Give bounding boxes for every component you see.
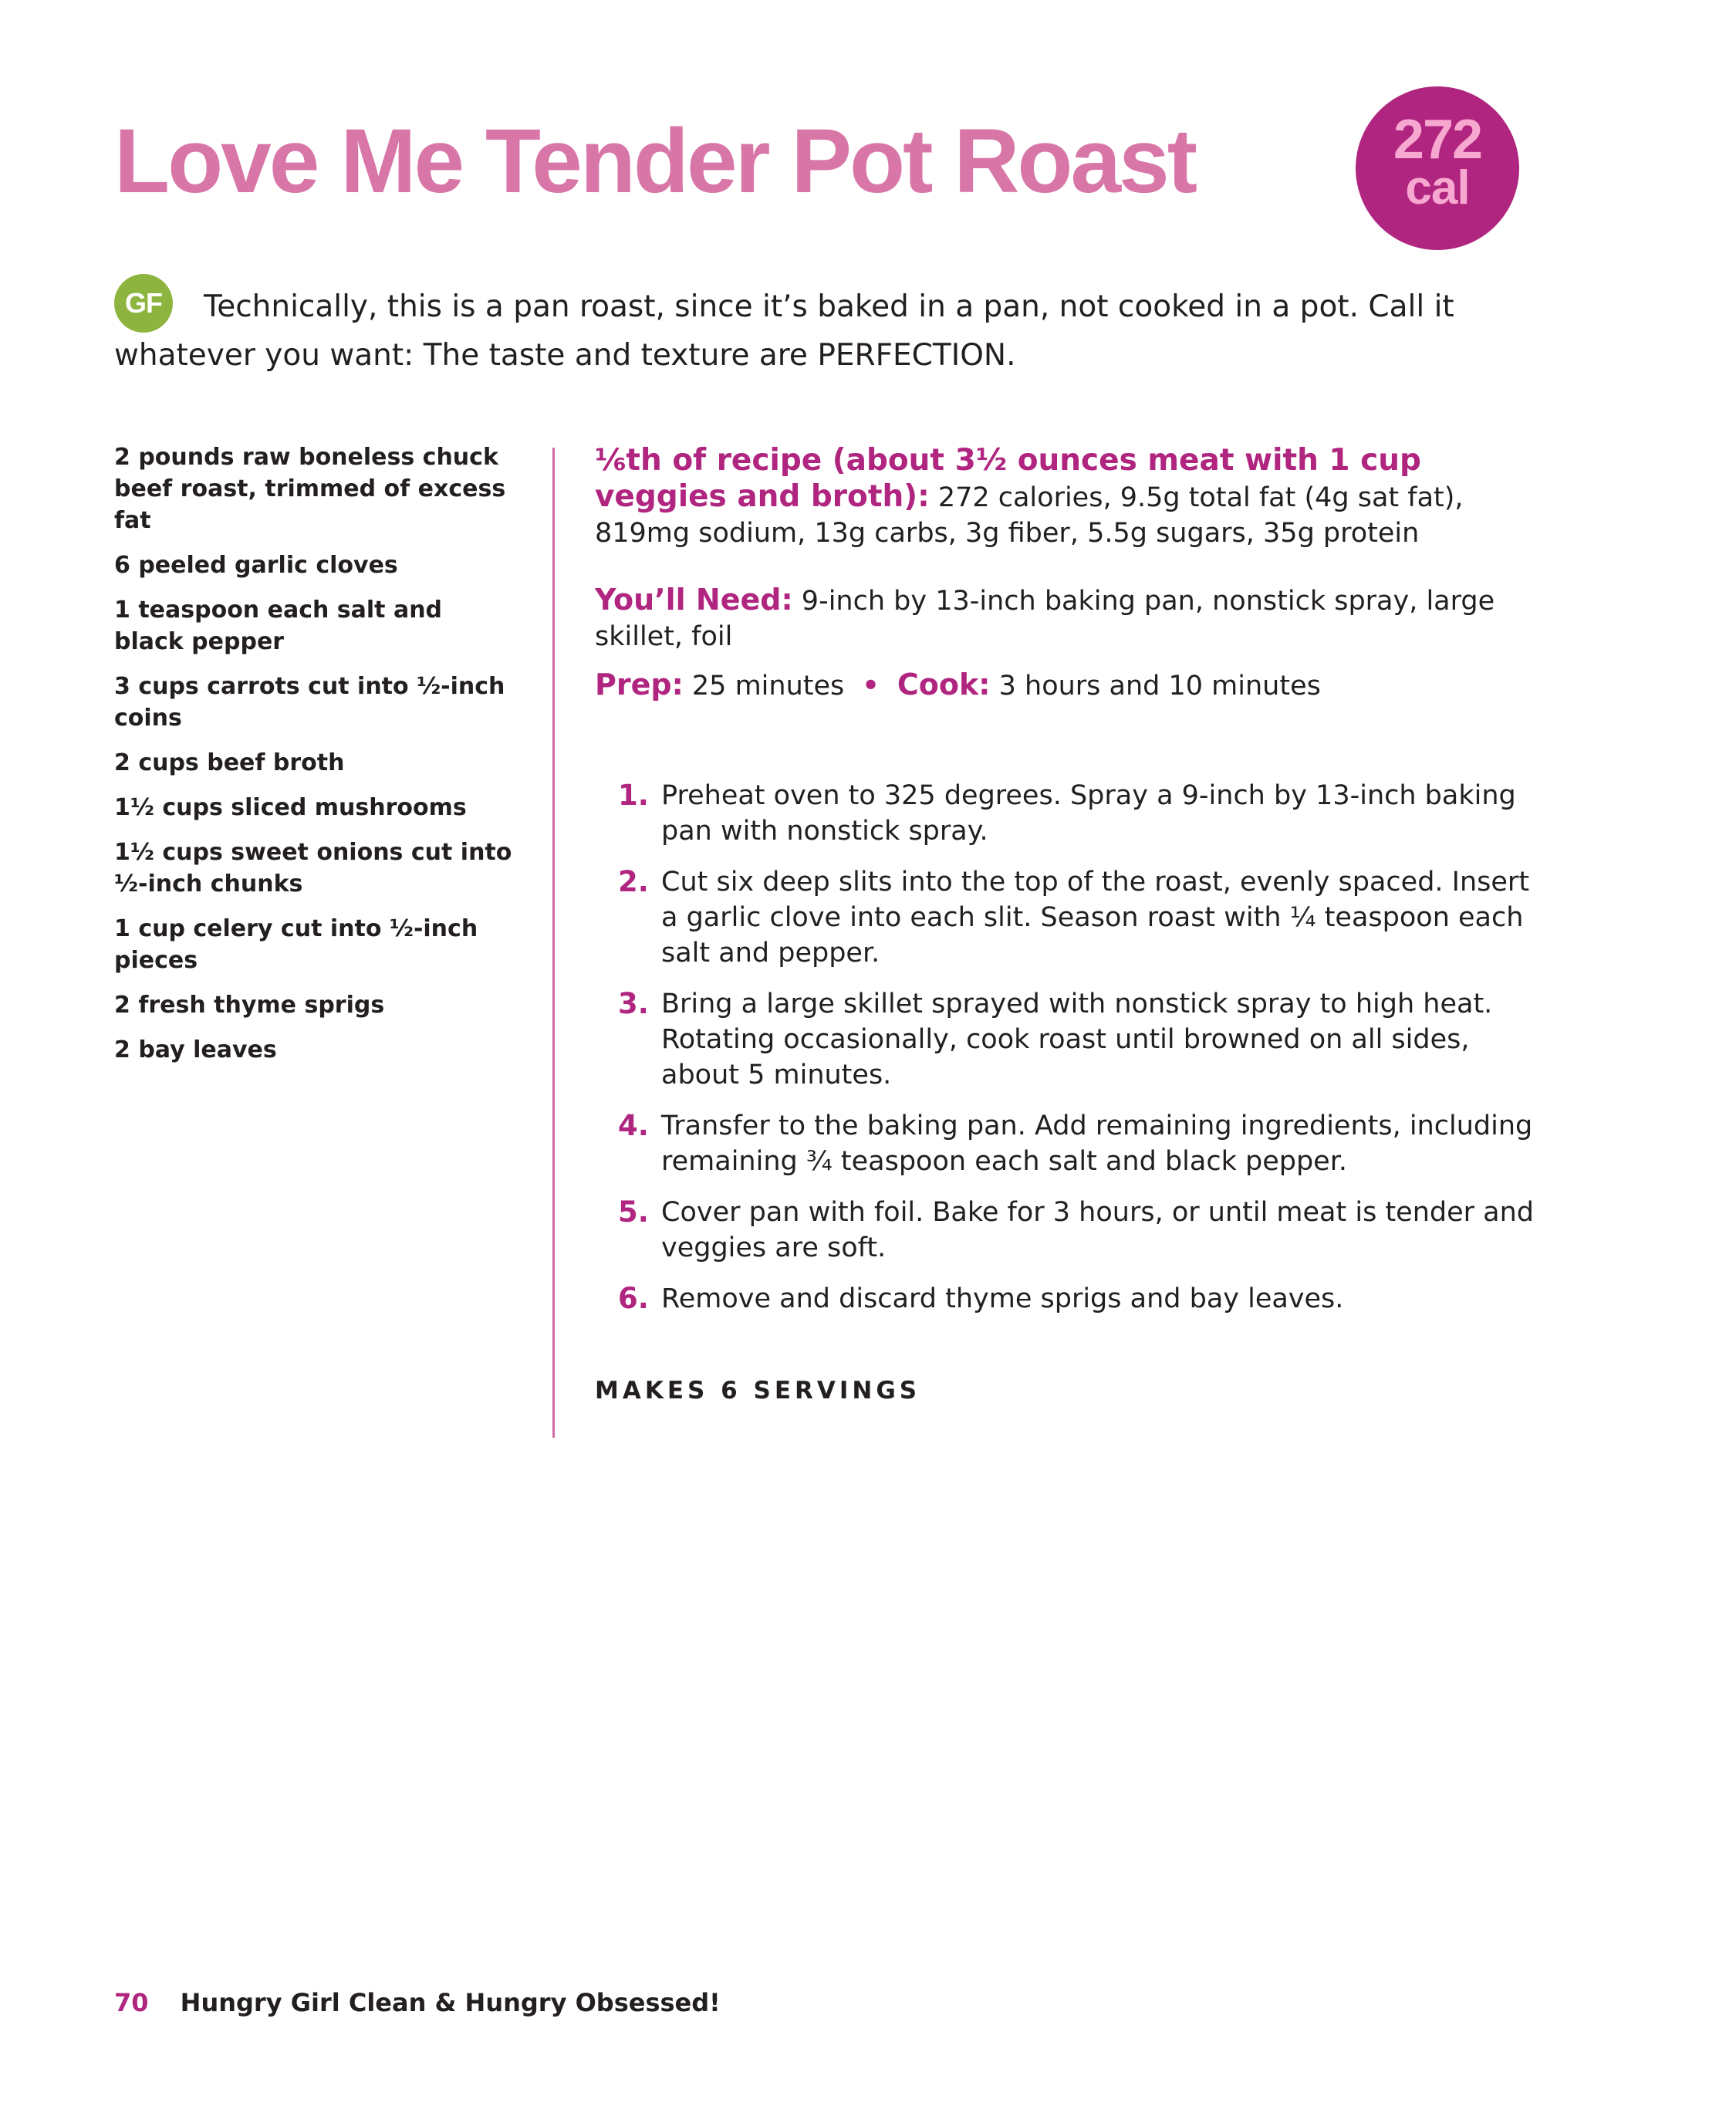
equipment-needed: [595, 582, 1544, 654]
recipe-title: Love Me Tender Pot Roast: [114, 110, 1196, 212]
step-number: 5.: [618, 1195, 649, 1229]
cook-label: Cook:: [897, 668, 991, 702]
step-item: [595, 1195, 1544, 1266]
cook-time: 3 hours and 10 minutes: [998, 671, 1321, 702]
calorie-number: 272: [1393, 109, 1482, 171]
page-number: 70: [114, 1988, 149, 2017]
prep-time: 25 minutes: [691, 671, 845, 702]
prep-label: Prep:: [595, 668, 684, 702]
step-number: 4.: [618, 1109, 649, 1142]
bullet-separator: •: [862, 671, 880, 702]
ingredient-item: 6 peeled garlic cloves: [114, 552, 398, 579]
servings-yield: MAKES 6 SERVINGS: [595, 1377, 921, 1405]
step-number: 3.: [618, 987, 649, 1020]
ingredients-list: [114, 441, 515, 1079]
recipe-intro: Technically, this is a pan roast, since it’s baked in a pan, not cooked in a pot. Call it whatever you want: The taste and texture are PERFECTION.: [114, 289, 1454, 373]
step-item: [595, 1281, 1544, 1317]
step-number: 2.: [618, 865, 649, 898]
ingredient-item: 2 fresh thyme sprigs: [114, 992, 385, 1019]
step-item: [595, 778, 1544, 849]
book-title: Hungry Girl Clean & Hungry Obsessed!: [180, 1988, 721, 2017]
ingredient-item: 2 cups beef broth: [114, 749, 345, 776]
column-divider: [552, 448, 555, 1438]
gluten-free-badge: GF: [114, 274, 173, 333]
needs-label: You’ll Need:: [595, 583, 793, 617]
ingredient-item: 2 bay leaves: [114, 1036, 277, 1063]
step-text: Remove and discard thyme sprigs and bay leaves.: [661, 1283, 1344, 1314]
page-footer: [114, 1987, 721, 2018]
step-item: [595, 1108, 1544, 1179]
step-text: Preheat oven to 325 degrees. Spray a 9-inch by 13-inch baking pan with nonstick spray.: [661, 780, 1516, 847]
ingredient-item: 1 teaspoon each salt and black pepper: [114, 597, 443, 655]
step-item: [595, 864, 1544, 971]
directions-column: [595, 443, 1544, 1406]
nutrition-facts: 272 calories, 9.5g total fat (4g sat fat), 819mg sodium, 13g carbs, 3g fiber, 5.5g sugars, 35g protein: [595, 482, 1464, 549]
prep-cook-times: [595, 667, 1544, 704]
needs-text: 9-inch by 13-inch baking pan, nonstick spray, large skillet, foil: [595, 586, 1495, 652]
step-number: 6.: [618, 1282, 649, 1315]
ingredient-item: 3 cups carrots cut into ½-inch coins: [114, 673, 505, 732]
ingredient-item: 2 pounds raw boneless chuck beef roast, trimmed of excess fat: [114, 444, 506, 534]
steps-list: [595, 778, 1544, 1317]
step-text: Bring a large skillet sprayed with nonstick spray to high heat. Rotating occasionally, cook roast until browned on all sides, about 5 minutes.: [661, 989, 1493, 1090]
ingredient-item: 1 cup celery cut into ½-inch pieces: [114, 915, 478, 974]
calorie-unit: cal: [1405, 161, 1470, 215]
ingredient-item: 1½ cups sliced mushrooms: [114, 794, 467, 821]
nutrition-info: [595, 443, 1544, 551]
serving-size: ⅙th of recipe (about 3½ ounces meat with 1 cup veggies and broth):: [595, 443, 1421, 514]
step-text: Cover pan with foil. Bake for 3 hours, or until meat is tender and veggies are soft.: [661, 1197, 1534, 1263]
calorie-badge: [1356, 86, 1519, 250]
step-text: Transfer to the baking pan. Add remaining ingredients, including remaining ¾ teaspoon each salt and black pepper.: [661, 1111, 1533, 1177]
step-number: 1.: [618, 779, 649, 812]
step-item: [595, 986, 1544, 1093]
step-text: Cut six deep slits into the top of the roast, evenly spaced. Insert a garlic clove into each slit. Season roast with ¼ teaspoon each salt and pepper.: [661, 867, 1530, 969]
ingredient-item: 1½ cups sweet onions cut into ½-inch chunks: [114, 839, 512, 898]
